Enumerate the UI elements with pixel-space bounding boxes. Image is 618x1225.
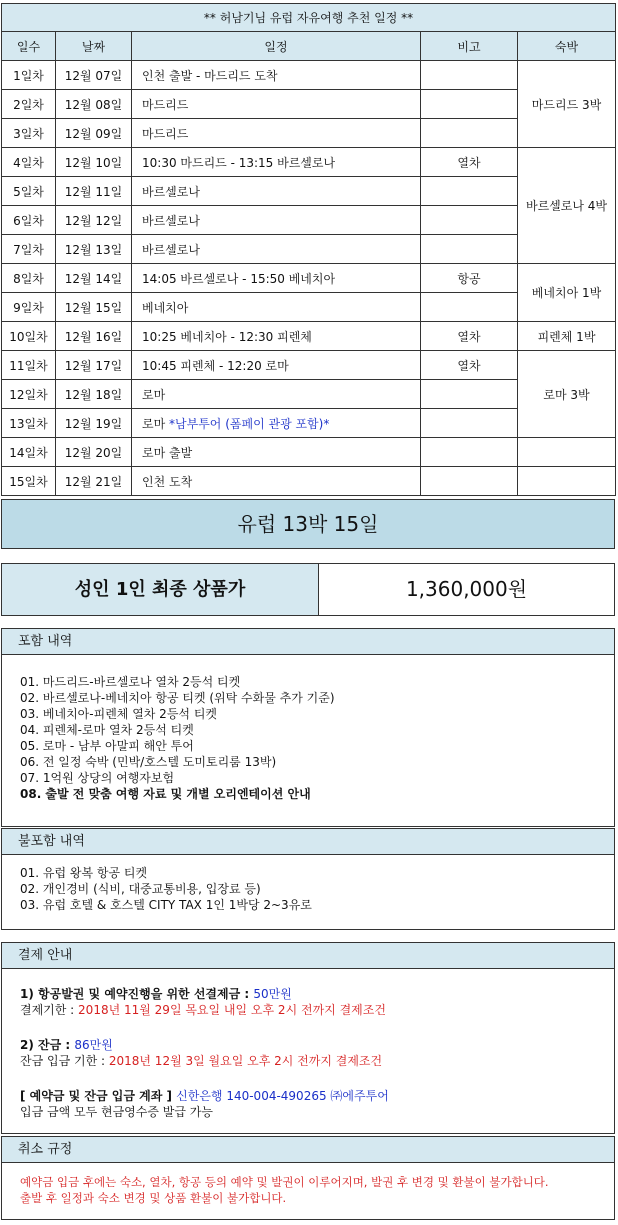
- plan-cell: 마드리드: [132, 119, 421, 148]
- date-cell: 12월 09일: [56, 119, 132, 148]
- plan-extra-text: *남부투어 (폼페이 관광 포함)*: [169, 416, 330, 431]
- list-item: 06. 전 일정 숙박 (민박/호스텔 도미토리룸 13박): [20, 755, 277, 769]
- day-cell: 1일차: [2, 61, 56, 90]
- date-cell: 12월 08일: [56, 90, 132, 119]
- schedule-title: ** 허남기님 유럽 자유여행 추천 일정 **: [2, 4, 616, 32]
- plan-cell: 인천 출발 - 마드리드 도착: [132, 61, 421, 90]
- schedule-table: [1, 3, 616, 496]
- day-cell: 11일차: [2, 351, 56, 380]
- balance-due-line: [20, 1053, 614, 1069]
- day-cell: 4일차: [2, 148, 56, 177]
- plan-cell: 바르셀로나: [132, 206, 421, 235]
- note-cell: 열차: [421, 322, 518, 351]
- note-cell: [421, 119, 518, 148]
- date-cell: 12월 15일: [56, 293, 132, 322]
- account-line: [20, 1088, 614, 1104]
- date-cell: 12월 19일: [56, 409, 132, 438]
- table-row: [2, 438, 616, 467]
- plan-cell: 베네치아: [132, 293, 421, 322]
- date-cell: 12월 13일: [56, 235, 132, 264]
- day-cell: 12일차: [2, 380, 56, 409]
- date-cell: 12월 14일: [56, 264, 132, 293]
- deposit-due: 2018년 11월 29일 목요일 내일 오후 2시 전까지 결제조건: [78, 1003, 386, 1017]
- day-cell: 8일차: [2, 264, 56, 293]
- table-row: [2, 264, 616, 293]
- deposit-line: [20, 986, 614, 1002]
- day-cell: 14일차: [2, 438, 56, 467]
- table-row: [2, 61, 616, 90]
- payment-title: 결제 안내: [2, 943, 614, 969]
- price-label: 성인 1인 최종 상품가: [2, 564, 319, 615]
- col-header-day: 일수: [2, 32, 56, 61]
- day-cell: 2일차: [2, 90, 56, 119]
- note-cell: [421, 61, 518, 90]
- cancel-section: [1, 1136, 615, 1220]
- price-value: 1,360,000원: [405, 577, 528, 601]
- day-cell: 3일차: [2, 119, 56, 148]
- note-cell: 열차: [421, 148, 518, 177]
- date-cell: 12월 18일: [56, 380, 132, 409]
- note-cell: [421, 177, 518, 206]
- stay-cell: 마드리드 3박: [518, 61, 616, 148]
- day-cell: 10일차: [2, 322, 56, 351]
- date-cell: 12월 11일: [56, 177, 132, 206]
- price-box: [1, 563, 615, 616]
- table-row: [2, 322, 616, 351]
- plan-cell: 바르셀로나: [132, 177, 421, 206]
- list-item: 03. 유럽 호텔 & 호스텔 CITY TAX 1인 1박당 2~3유로: [20, 898, 312, 912]
- stay-cell-empty: [518, 467, 616, 496]
- cancel-rule: 예약금 입금 후에는 숙소, 열차, 항공 등의 예약 및 발권이 이루어지며, 발권 후 변경 및 환불이 불가합니다.: [20, 1175, 549, 1189]
- date-cell: 12월 21일: [56, 467, 132, 496]
- list-item: 01. 마드리드-바르셀로나 열차 2등석 티켓: [20, 675, 241, 689]
- list-item: 03. 베네치아-피렌체 열차 2등석 티켓: [20, 707, 218, 721]
- receipt-line: 입금 금액 모두 현금영수증 발급 가능: [20, 1105, 213, 1119]
- account-label: [ 예약금 및 잔금 입금 계좌 ]: [20, 1089, 177, 1103]
- deposit-amount: 50만원: [253, 987, 292, 1001]
- day-cell: 7일차: [2, 235, 56, 264]
- plan-cell: [132, 409, 421, 438]
- plan-cell: 로마: [132, 380, 421, 409]
- date-cell: 12월 17일: [56, 351, 132, 380]
- plan-cell: 인천 도착: [132, 467, 421, 496]
- included-title: 포함 내역: [2, 629, 614, 655]
- stay-cell: 바르셀로나 4박: [518, 148, 616, 264]
- col-header-stay: 숙박: [518, 32, 616, 61]
- day-cell: 6일차: [2, 206, 56, 235]
- note-cell: [421, 380, 518, 409]
- deposit-label: 1) 항공발권 및 예약진행을 위한 선결제금 :: [20, 987, 254, 1001]
- plan-cell: 10:45 피렌체 - 12:20 로마: [132, 351, 421, 380]
- date-cell: 12월 20일: [56, 438, 132, 467]
- balance-due: 2018년 12월 3일 월요일 오후 2시 전까지 결제조건: [108, 1054, 383, 1068]
- plan-cell: 10:30 마드리드 - 13:15 바르셀로나: [132, 148, 421, 177]
- day-cell: 9일차: [2, 293, 56, 322]
- balance-amount: 86만원: [74, 1038, 113, 1052]
- payment-section: [1, 942, 615, 1134]
- date-cell: 12월 12일: [56, 206, 132, 235]
- plan-cell: 바르셀로나: [132, 235, 421, 264]
- note-cell: [421, 467, 518, 496]
- col-header-note: 비고: [421, 32, 518, 61]
- note-cell: 열차: [421, 351, 518, 380]
- balance-due-label: 잔금 입금 기한 :: [20, 1054, 109, 1068]
- balance-line: [20, 1037, 614, 1053]
- note-cell: [421, 235, 518, 264]
- note-cell: [421, 409, 518, 438]
- day-cell: 13일차: [2, 409, 56, 438]
- date-cell: 12월 07일: [56, 61, 132, 90]
- stay-cell: 베네치아 1박: [518, 264, 616, 322]
- included-section: [1, 628, 615, 827]
- note-cell: 항공: [421, 264, 518, 293]
- stay-cell: 로마 3박: [518, 351, 616, 438]
- note-cell: [421, 293, 518, 322]
- note-cell: [421, 206, 518, 235]
- date-cell: 12월 16일: [56, 322, 132, 351]
- cancel-rule: 출발 후 일정과 숙소 변경 및 상품 환불이 불가합니다.: [20, 1191, 287, 1205]
- note-cell: [421, 90, 518, 119]
- table-row: [2, 351, 616, 380]
- list-item: 05. 로마 - 남부 아말피 해안 투어: [20, 739, 194, 753]
- stay-cell-empty: [518, 438, 616, 467]
- table-row: [2, 467, 616, 496]
- list-item: 01. 유럽 왕복 항공 티켓: [20, 866, 148, 880]
- note-cell: [421, 438, 518, 467]
- list-item: 07. 1억원 상당의 여행자보험: [20, 771, 175, 785]
- plan-cell: 10:25 베네치아 - 12:30 피렌체: [132, 322, 421, 351]
- date-cell: 12월 10일: [56, 148, 132, 177]
- deposit-due-label: 결제기한 :: [20, 1003, 79, 1017]
- list-item: 02. 바르셀로나-베네치아 항공 티켓 (위탁 수화물 추가 기준): [20, 691, 335, 705]
- col-header-plan: 일정: [132, 32, 421, 61]
- plan-cell: 마드리드: [132, 90, 421, 119]
- day-cell: 15일차: [2, 467, 56, 496]
- plan-cell: 14:05 바르셀로나 - 15:50 베네치아: [132, 264, 421, 293]
- cancel-title: 취소 규정: [2, 1137, 614, 1163]
- plan-text: 로마: [142, 416, 166, 431]
- list-item: 02. 개인경비 (식비, 대중교통비용, 입장료 등): [20, 882, 261, 896]
- list-item: 04. 피렌체-로마 열차 2등석 티켓: [20, 723, 194, 737]
- excluded-title: 불포함 내역: [2, 829, 614, 855]
- table-row: [2, 148, 616, 177]
- plan-cell: 로마 출발: [132, 438, 421, 467]
- deposit-due-line: [20, 1002, 614, 1018]
- balance-label: 2) 잔금 :: [20, 1038, 75, 1052]
- list-item: 08. 출발 전 맞춤 여행 자료 및 개별 오리엔테이션 안내: [20, 787, 311, 801]
- duration-banner: 유럽 13박 15일: [1, 499, 615, 549]
- account-number: 신한은행 140-004-490265 ㈜에주투어: [176, 1089, 389, 1103]
- excluded-section: [1, 828, 615, 930]
- col-header-date: 날짜: [56, 32, 132, 61]
- stay-cell: 피렌체 1박: [518, 322, 616, 351]
- day-cell: 5일차: [2, 177, 56, 206]
